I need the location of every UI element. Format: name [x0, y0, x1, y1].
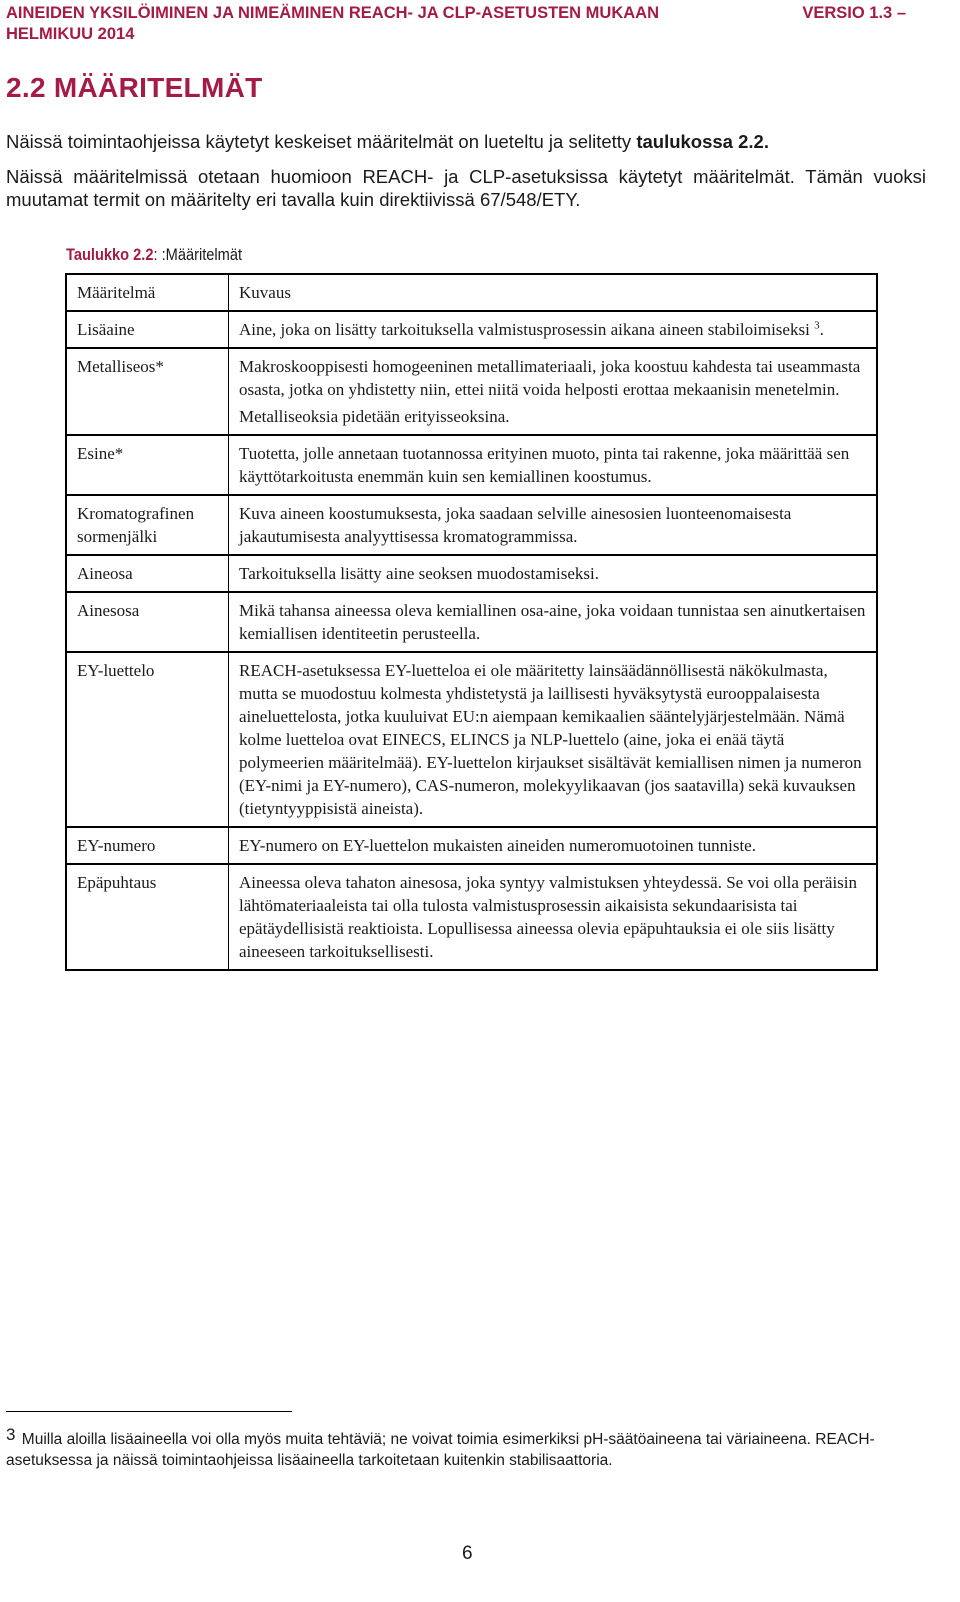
table-row [66, 348, 877, 435]
footnote-text: Muilla aloilla lisäaineella voi olla myös muita tehtäviä; ne voivat toimia esimerkiksi pH-säätöaineena tai väriaineena. REACH-asetuksessa ja näissä toimintaohjeissa lisäaineella tarkoitetaan kuitenkin stabilisaattoria. [6, 1431, 875, 1469]
desc-text: Aine, joka on lisätty tarkoituksella valmistusprosessin aikana aineen stabiloimiseksi [239, 320, 810, 339]
header-title: AINEIDEN YKSILÖIMINEN JA NIMEÄMINEN REACH- JA CLP-ASETUSTEN MUKAAN [6, 4, 660, 22]
intro-p1-end: . [763, 131, 769, 152]
desc-cell [229, 348, 878, 435]
table-row [66, 652, 877, 827]
desc-cell: REACH-asetuksessa EY-luetteloa ei ole määritetty lainsäädännöllisestä näkökulmasta, mutta se muodostuu kolmesta yhdistetystä ja laillisesti hyväksytystä eurooppalaisesta aineluettelosta, jotka kuuluivat EU:n aiempaan kemikaalien sääntelyjärjestelmään. Nämä kolme luetteloa ovat EINECS, ELINCS ja NLP-luettelo (aine, joka ei enää täytä polymeerien määritelmää). EY-luettelon kirjaukset sisältävät kemiallisen nimen ja numeron (EY-nimi ja EY-numero), CAS-numeron, molekyylikaavan (jos saatavilla) sekä kuvauksen (tietyntyyppisistä aineista). [229, 652, 878, 827]
intro-paragraph-2: Näissä määritelmissä otetaan huomioon REACH- ja CLP-asetuksissa käytetyt määritelmät. Tämän vuoksi muutamat termit on määritelty eri tavalla kuin direktiivissä 67/548/ETY. [6, 166, 926, 210]
header-date: HELMIKUU 2014 [6, 25, 135, 43]
section-title: 2.2 MÄÄRITELMÄT [6, 72, 263, 103]
term-cell: EY-numero [66, 827, 229, 864]
desc-cell: Tarkoituksella lisätty aine seoksen muodostamiseksi. [229, 555, 878, 592]
definitions-table [65, 273, 878, 971]
desc-end: . [819, 320, 824, 339]
page-number: 6 [462, 1543, 473, 1564]
term-cell: Aineosa [66, 555, 229, 592]
term-cell: EY-luettelo [66, 652, 229, 827]
desc-cell: Mikä tahansa aineessa oleva kemiallinen osa-aine, joka voidaan tunnistaa sen ainutkertaisen kemiallisen identiteetin perusteella. [229, 592, 878, 652]
desc-cell: Aineessa oleva tahaton ainesosa, joka syntyy valmistuksen yhteydessä. Se voi olla peräisin lähtömateriaaleista tai olla tulosta valmistusprosessin aikaisista sekundaarisista tai epätäydellisistä reaktioista. Lopullisessa aineessa olevia epäpuhtauksia ei ole siis lisätty aineeseen tarkoituksellisesti. [229, 864, 878, 970]
desc-cell: EY-numero on EY-luettelon mukaisten aineiden numeromuotoinen tunniste. [229, 827, 878, 864]
desc-text: Makroskooppisesti homogeeninen metallimateriaali, joka koostuu kahdesta tai useammasta osasta, jotka on yhdistetty niin, ettei niitä voida helposti erottaa mekaanisin menetelmin. [239, 357, 861, 399]
caption-rest: : :Määritelmät [153, 245, 243, 264]
table-row [66, 495, 877, 555]
intro-p1-text: Näissä toimintaohjeissa käytetyt keskeiset määritelmät on lueteltu ja selitetty [6, 131, 637, 152]
term-cell: Kromatografinen sormenjälki [66, 495, 229, 555]
term-cell: Epäpuhtaus [66, 864, 229, 970]
intro-paragraph-1 [6, 130, 926, 153]
caption-label: Taulukko 2.2 [66, 245, 154, 264]
table-reference: taulukossa 2.2 [636, 131, 764, 152]
table-row [66, 555, 877, 592]
table-caption [66, 245, 242, 265]
table-row [66, 592, 877, 652]
header-version: VERSIO 1.3 – [802, 4, 906, 22]
header-desc-cell: Kuvaus [229, 274, 878, 311]
table-row [66, 311, 877, 348]
table-row [66, 827, 877, 864]
header-term-cell: Määritelmä [66, 274, 229, 311]
desc-cell: Tuotetta, jolle annetaan tuotannossa erityinen muoto, pinta tai rakenne, joka määrittää sen käyttötarkoitusta enemmän kuin sen kemiallinen koostumus. [229, 435, 878, 495]
footnote-divider [6, 1411, 292, 1412]
footnote [6, 1424, 956, 1471]
footnote-reference: 3 [814, 319, 820, 332]
desc-text-2: Metalliseoksia pidetään erityisseoksina. [239, 407, 510, 426]
desc-cell [229, 311, 878, 348]
table-header-row [66, 274, 877, 311]
term-cell: Lisäaine [66, 311, 229, 348]
intro-text [6, 130, 926, 211]
running-header [6, 3, 906, 45]
term-cell: Esine* [66, 435, 229, 495]
footnote-number: 3 [6, 1425, 16, 1444]
table-row [66, 864, 877, 970]
table-row [66, 435, 877, 495]
desc-cell: Kuva aineen koostumuksesta, joka saadaan selville ainesosien luonteenomaisesta jakautumisesta analyyttisessa kromatogrammissa. [229, 495, 878, 555]
term-cell: Ainesosa [66, 592, 229, 652]
term-cell: Metalliseos* [66, 348, 229, 435]
